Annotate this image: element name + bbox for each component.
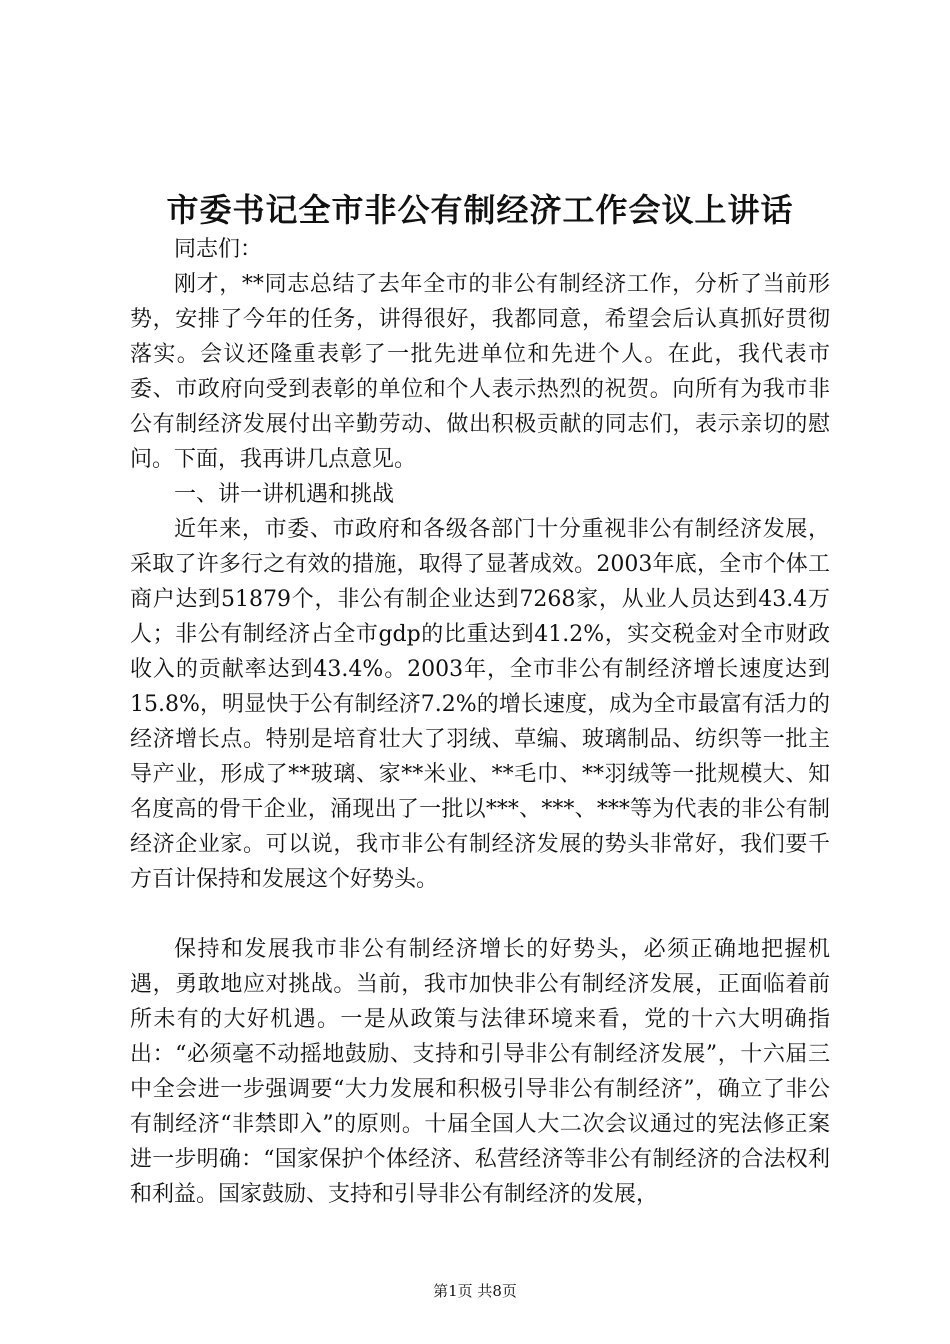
document-title: 市委书记全市非公有制经济工作会议上讲话 <box>166 191 794 229</box>
paragraph: 保持和发展我市非公有制经济增长的好势头，必须正确地把握机遇，勇敢地应对挑战。当前，我市加快非公有制经济发展，正面临着前所未有的大好机遇。一是从政策与法律环境来看，党的十六大明确指出：“必须毫不动摇地鼓励、支持和引导非公有制经济发展”，十六届三中全会进一步强调要“大力发展和积极引导非公有制经济”，确立了非公有制经济“非禁即入”的原则。十届全国人大二次会议通过的宪法修正案进一步明确：“国家保护个体经济、私营经济等非公有制经济的合法权利和利益。国家鼓励、支持和引导非公有制经济的发展， <box>130 937 830 1207</box>
document-body <box>130 232 830 1212</box>
salutation: 同志们： <box>174 237 263 262</box>
page-number: 第1页 共8页 <box>433 1282 517 1300</box>
section-heading: 一、讲一讲机遇和挑战 <box>174 482 395 507</box>
document-page <box>130 0 830 1344</box>
paragraph: 近年来，市委、市政府和各级各部门十分重视非公有制经济发展，采取了许多行之有效的措施，取得了显著成效。2003年底，全市个体工商户达到51879个，非公有制企业达到7268家，从业人员达到43.4万人；非公有制经济占全市gdp的比重达到41.2%，实交税金对全市财政收入的贡献率达到43.4%。2003年，全市非公有制经济增长速度达到15.8%，明显快于公有制经济7.2%的增长速度，成为全市最富有活力的经济增长点。特别是培育壮大了羽绒、草编、玻璃制品、纺织等一批主导产业，形成了**玻璃、家**米业、**毛巾、**羽绒等一批规模大、知名度高的骨干企业，涌现出了一批以***、***、***等为代表的非公有制经济企业家。可以说，我市非公有制经济发展的势头非常好，我们要千方百计保持和发展这个好势头。 <box>130 517 830 892</box>
paragraph: 刚才，**同志总结了去年全市的非公有制经济工作，分析了当前形势，安排了今年的任务，讲得很好，我都同意，希望会后认真抓好贯彻落实。会议还隆重表彰了一批先进单位和先进个人。在此，我代表市委、市政府向受到表彰的单位和个人表示热烈的祝贺。向所有为我市非公有制经济发展付出辛勤劳动、做出积极贡献的同志们，表示亲切的慰问。下面，我再讲几点意见。 <box>130 272 830 472</box>
